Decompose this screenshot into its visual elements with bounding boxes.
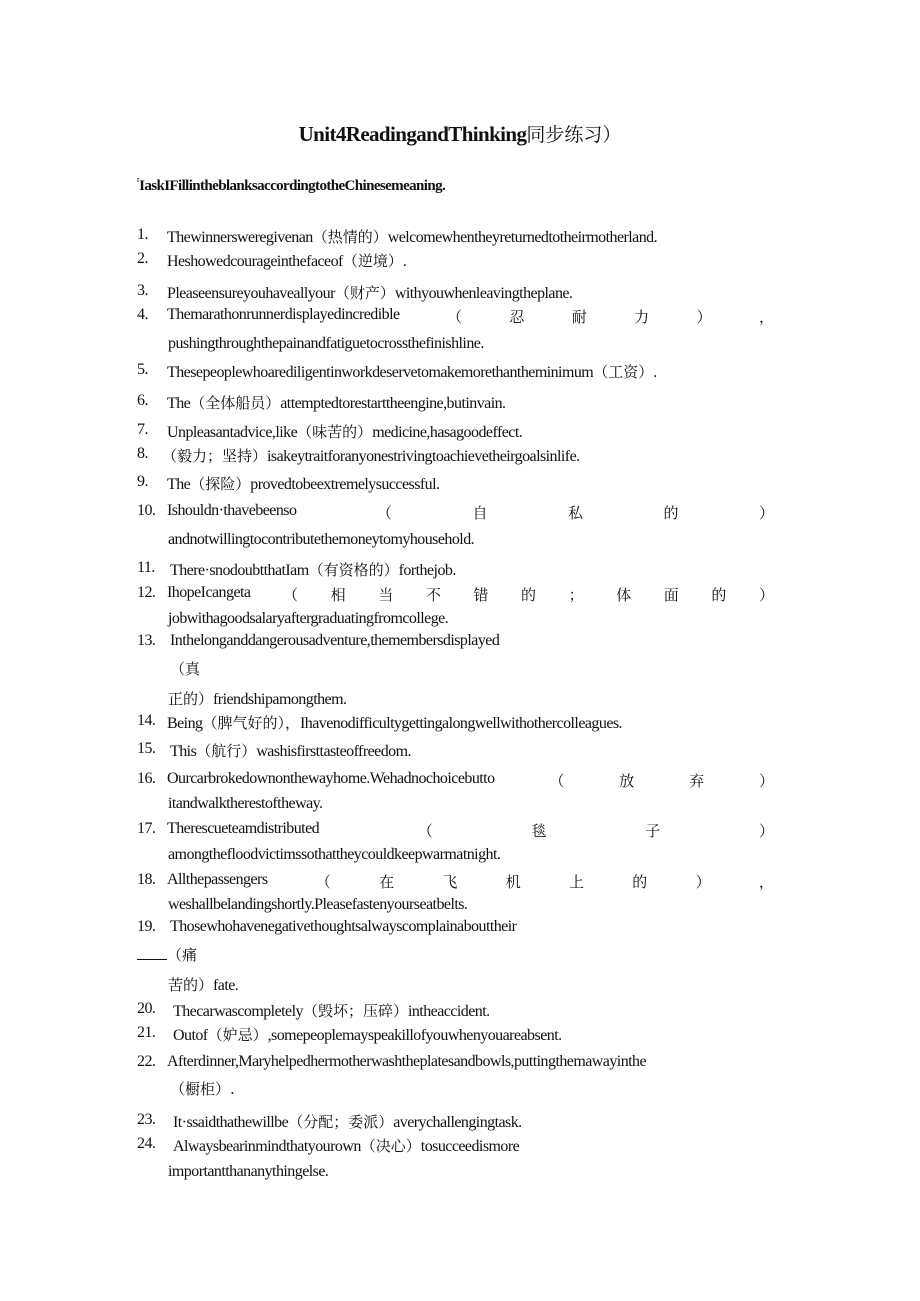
chinese-hint: （真 bbox=[170, 660, 201, 678]
item-number: 8. bbox=[137, 445, 148, 462]
item-text: The bbox=[167, 476, 191, 493]
chinese-hint-char: 的 bbox=[632, 873, 648, 891]
item-number: 22. bbox=[137, 1053, 156, 1070]
item-number: 23. bbox=[137, 1111, 156, 1128]
chinese-hint: （决心） bbox=[360, 1137, 421, 1155]
chinese-hint-char: 自 bbox=[472, 504, 488, 522]
task-heading-text: IaskIFillintheblanksaccordingtotheChinesemeaning. bbox=[139, 178, 446, 194]
item-text: IhopeIcangeta bbox=[167, 584, 251, 601]
chinese-hint-char: 力 bbox=[634, 308, 650, 326]
item-text: Being bbox=[167, 715, 203, 732]
item-text: Afterdinner,Maryhelpedhermotherwashtheplatesandbowls,puttingthemawayinthe bbox=[167, 1053, 647, 1070]
chinese-hint-char: 的 bbox=[521, 586, 537, 604]
chinese-hint: （有资格的） bbox=[308, 561, 399, 579]
item-text: fate. bbox=[213, 977, 239, 994]
item-text: provedtobeextremelysuccessful. bbox=[250, 476, 440, 493]
chinese-hint-char: 毯 bbox=[531, 822, 547, 840]
item-number: 21. bbox=[137, 1024, 156, 1041]
chinese-hint: （热情的） bbox=[312, 228, 388, 246]
chinese-hint-char: 当 bbox=[378, 586, 394, 604]
item-number: 7. bbox=[137, 421, 148, 438]
item-text: Thesepeoplewhoarediligentinworkdeservetomakemorethantheminimum bbox=[167, 364, 594, 381]
item-number: 15. bbox=[137, 740, 156, 757]
item-text: forthejob. bbox=[398, 562, 456, 579]
item-text: This bbox=[170, 743, 197, 760]
item-text: ,somepeoplemayspeakillofyouwhenyouareabsent. bbox=[267, 1027, 562, 1044]
chinese-hint-char: 子 bbox=[645, 822, 661, 840]
item-text: withyouwhenleavingtheplane. bbox=[394, 285, 573, 302]
chinese-hint: （味苦的） bbox=[297, 423, 373, 441]
item-text: medicine,hasagoodeffect. bbox=[372, 424, 523, 441]
chinese-hint-char: ， bbox=[758, 873, 774, 891]
title-english: Unit4ReadingandThinking bbox=[298, 122, 527, 146]
chinese-hint-char: ） bbox=[695, 873, 711, 891]
item-text: itandwalktherestoftheway. bbox=[168, 795, 323, 812]
item-text: . bbox=[653, 364, 657, 381]
item-text: The bbox=[167, 395, 191, 412]
chinese-hint-char: 的 bbox=[663, 504, 679, 522]
chinese-hint: （逆境） bbox=[342, 252, 403, 270]
item-text: Inthelonganddangerousadventure,themembersdisplayed bbox=[170, 632, 500, 649]
task-heading bbox=[137, 177, 445, 195]
item-number: 4. bbox=[137, 306, 148, 323]
chinese-hint-char: （ bbox=[549, 772, 565, 790]
chinese-hint-char: 弃 bbox=[689, 772, 705, 790]
page-title bbox=[0, 120, 920, 147]
item-text: Thosewhohavenegativethoughtsalwayscomplainabouttheir bbox=[170, 918, 517, 935]
chinese-hint-char: ； bbox=[568, 586, 584, 604]
chinese-hint-char: （ bbox=[315, 873, 331, 891]
item-number: 13. bbox=[137, 632, 156, 649]
item-text: . bbox=[402, 253, 407, 270]
chinese-hint-char: 体 bbox=[616, 586, 632, 604]
item-number: 5. bbox=[137, 361, 148, 378]
item-text: Thecarwascompletely bbox=[173, 1003, 303, 1020]
item-text: Ourcarbrokedownonthewayhome.Wehadnochoicebutto bbox=[167, 770, 495, 787]
chinese-hint: （探险） bbox=[190, 475, 251, 493]
item-number: 16. bbox=[137, 770, 156, 787]
chinese-hint-char: （ bbox=[446, 308, 462, 326]
chinese-hint-char: 上 bbox=[568, 873, 584, 891]
item-text: welcomewhentheyreturnedtotheirmotherland. bbox=[387, 229, 658, 246]
chinese-hint-char: （ bbox=[283, 586, 299, 604]
item-text: attemptedtorestarttheengine,butinvain. bbox=[280, 395, 506, 412]
item-number: 10. bbox=[137, 502, 156, 519]
item-text: Heshowedcourageinthefaceof bbox=[167, 253, 343, 270]
chinese-hint: 正的） bbox=[168, 690, 214, 708]
item-number: 12. bbox=[137, 584, 156, 601]
item-number: 18. bbox=[137, 871, 156, 888]
item-text: Unpleasantadvice,like bbox=[167, 424, 298, 441]
chinese-hint-char: 耐 bbox=[571, 308, 587, 326]
chinese-hint-char: ） bbox=[758, 822, 774, 840]
item-text: Ihavenodifficultygettingalongwellwithothercolleagues. bbox=[300, 715, 623, 732]
chinese-hint: （全体船员） bbox=[190, 394, 281, 412]
item-text: weshallbelandingshortly.Pleasefastenyourseatbelts. bbox=[168, 896, 468, 913]
chinese-hint-char: 相 bbox=[330, 586, 346, 604]
item-text: importantthananythingelse. bbox=[168, 1163, 329, 1180]
chinese-hint-char: 在 bbox=[379, 873, 395, 891]
item-text: pushingthroughthepainandfatiguetocrossthefinishline. bbox=[168, 335, 484, 352]
chinese-hint: （航行） bbox=[196, 742, 257, 760]
chinese-hint-char: 的 bbox=[711, 586, 727, 604]
item-text: Pleaseensureyouhaveallyour bbox=[167, 285, 335, 302]
chinese-hint-char: 放 bbox=[619, 772, 635, 790]
item-number: 14. bbox=[137, 712, 156, 729]
answer-blank[interactable] bbox=[137, 958, 167, 960]
item-text: There·snodoubtthatIam bbox=[170, 562, 309, 579]
item-text: friendshipamongthem. bbox=[213, 691, 347, 708]
item-number: 2. bbox=[137, 250, 148, 267]
item-number: 1. bbox=[137, 226, 148, 243]
chinese-hint-char: 面 bbox=[663, 586, 679, 604]
chinese-hint: （财产） bbox=[334, 284, 395, 302]
item-text: amongthefloodvictimssothattheycouldkeepwarmatnight. bbox=[168, 846, 501, 863]
item-text: Allthepassengers bbox=[167, 871, 268, 888]
item-text: andnotwillingtocontributethemoneytomyhousehold. bbox=[168, 531, 475, 548]
item-text: isakeytraitforanyonestrivingtoachievetheirgoalsinlife. bbox=[267, 448, 580, 465]
item-number: 17. bbox=[137, 820, 156, 837]
chinese-hint: （妒忌） bbox=[207, 1026, 268, 1044]
item-number: 19. bbox=[137, 918, 156, 935]
chinese-hint: （毅力；坚持） bbox=[162, 447, 268, 465]
item-text: It·ssaidthathewillbe bbox=[173, 1114, 289, 1131]
chinese-hint-char: （ bbox=[417, 822, 433, 840]
item-text: Therescueteamdistributed bbox=[167, 820, 320, 837]
item-text: Outof bbox=[173, 1027, 208, 1044]
item-number: 6. bbox=[137, 392, 148, 409]
title-chinese: 同步练习） bbox=[526, 124, 622, 146]
chinese-hint-char: ， bbox=[758, 308, 774, 326]
task-mark: r bbox=[137, 175, 140, 184]
chinese-hint-char: 私 bbox=[567, 504, 583, 522]
item-text: Themarathonrunnerdisplayedincredible bbox=[167, 306, 400, 323]
chinese-hint: （橱柜）. bbox=[170, 1080, 235, 1098]
chinese-hint-char: ） bbox=[758, 772, 774, 790]
chinese-hint-char: ） bbox=[758, 586, 774, 604]
chinese-hint-char: 不 bbox=[425, 586, 441, 604]
chinese-hint-char: 忍 bbox=[509, 308, 525, 326]
item-text: tosucceedismore bbox=[420, 1138, 520, 1155]
chinese-hint: （毁坏；压碎） bbox=[302, 1002, 408, 1020]
chinese-hint-char: ） bbox=[758, 504, 774, 522]
item-number: 24. bbox=[137, 1135, 156, 1152]
item-text: Alwaysbearinmindthatyourown bbox=[173, 1138, 361, 1155]
chinese-hint-char: 机 bbox=[505, 873, 521, 891]
chinese-hint-char: ） bbox=[696, 308, 712, 326]
chinese-hint: （分配；委派） bbox=[288, 1113, 394, 1131]
item-text: intheaccident. bbox=[407, 1003, 490, 1020]
item-text: washisfirsttasteoffreedom. bbox=[256, 743, 411, 760]
item-text: averychallengingtask. bbox=[393, 1114, 522, 1131]
item-number: 11. bbox=[137, 559, 155, 576]
chinese-hint: （工资） bbox=[593, 363, 654, 381]
item-number: 9. bbox=[137, 473, 148, 490]
chinese-hint: （脾气好的）， bbox=[202, 714, 300, 732]
item-text: Thewinnersweregivenan bbox=[167, 229, 313, 246]
chinese-hint: （痛 bbox=[167, 946, 198, 964]
item-number: 3. bbox=[137, 282, 148, 299]
item-text: Ishouldn·thavebeenso bbox=[167, 502, 297, 519]
item-number: 20. bbox=[137, 1000, 156, 1017]
chinese-hint-char: （ bbox=[376, 504, 392, 522]
item-text: jobwithagoodsalaryaftergraduatingfromcollege. bbox=[168, 610, 449, 627]
chinese-hint-char: 飞 bbox=[442, 873, 458, 891]
chinese-hint-char: 错 bbox=[473, 586, 489, 604]
chinese-hint: 苦的） bbox=[168, 976, 214, 994]
